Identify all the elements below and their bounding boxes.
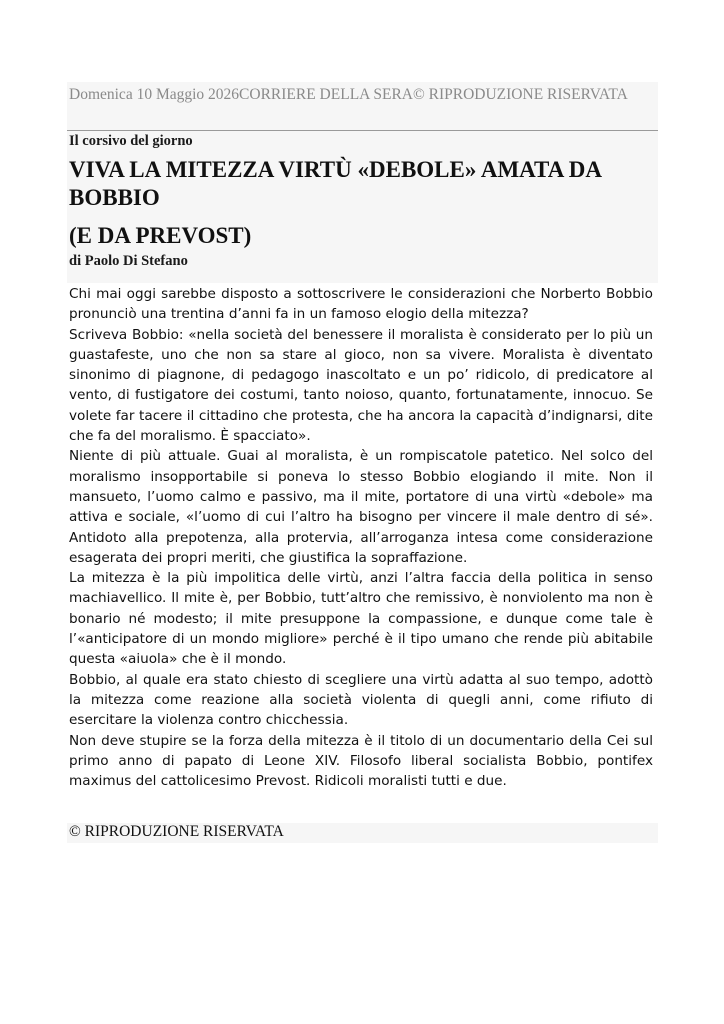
paragraph-5: Bobbio, al quale era stato chiesto di scegliere una virtù adatta al suo tempo, adottò la mitezza come reazione alla società violenta di quegli anni, come rifiuto di esercitare la violenza contro chicchessia. [69, 671, 653, 729]
article-body [69, 284, 653, 791]
paragraph-2: Scriveva Bobbio: «nella società del benessere il moralista è considerato per lo più un guastafeste, uno che non sa stare al gioco, non sa vivere. Moralista è diventato sinonimo di piagnone, di pedagogo inascoltato e un po’ ridicolo, di predicatore al vento, di fustigatore dei costumi, tanto noioso, quanto, fortunatamente, innocuo. Se volete far tacere il cittadino che protesta, che ha ancora la capacità d’indignarsi, dite che fa del moralismo. È spacciato». [69, 326, 653, 445]
byline: di Paolo Di Stefano [69, 253, 188, 269]
paragraph-4: La mitezza è la più impolitica delle virtù, anzi l’altra faccia della politica in senso machiavellico. Il mite è, per Bobbio, tutt’altro che remissivo, è nonviolento ma non è bonario né modesto; il mite presuppone la compassione, e dunque come tale è l’«anticipatore di un mondo migliore» perché è il tipo umano che rende più abitabile questa «aiuola» che è il mondo. [69, 570, 653, 668]
title-line-3: (E DA PREVOST) [69, 223, 252, 248]
section-label: Il corsivo del giorno [69, 133, 193, 149]
publication-header: Domenica 10 Maggio 2026CORRIERE DELLA SERA© RIPRODUZIONE RISERVATA [69, 86, 628, 103]
paragraph-1: Chi mai oggi sarebbe disposto a sottoscrivere le considerazioni che Norberto Bobbio pronunciò una trentina d’anni fa in un famoso elogio della mitezza? [69, 286, 653, 323]
paragraph-3: Niente di più attuale. Guai al moralista, è un rompiscatole patetico. Nel solco del moralismo insopportabile si poneva lo stesso Bobbio elogiando il mite. Non il mansueto, l’uomo calmo e passivo, ma il mite, portatore di una virtù «debole» ma attiva e sociale, «l’uomo di cui l’altro ha bisogno per vincere il male dentro di sé». Antidoto alla prepotenza, alla protervia, all’arroganza intesa come considerazione esagerata dei propri meriti, che giustifica la sopraffazione. [69, 448, 653, 566]
paragraph-6: Non deve stupire se la forza della mitezza è il titolo di un documentario della Cei sul primo anno di papato di Leone XIV. Filosofo liberal socialista Bobbio, pontifex maximus del cattolicesimo Prevost. Ridicoli moralisti tutti e due. [69, 732, 653, 790]
copyright-footer: © RIPRODUZIONE RISERVATA [69, 823, 284, 840]
title-line-1: VIVA LA MITEZZA VIRTÙ «DEBOLE» AMATA DA [69, 157, 602, 182]
article-title [69, 156, 649, 250]
title-line-2: BOBBIO [69, 185, 160, 210]
